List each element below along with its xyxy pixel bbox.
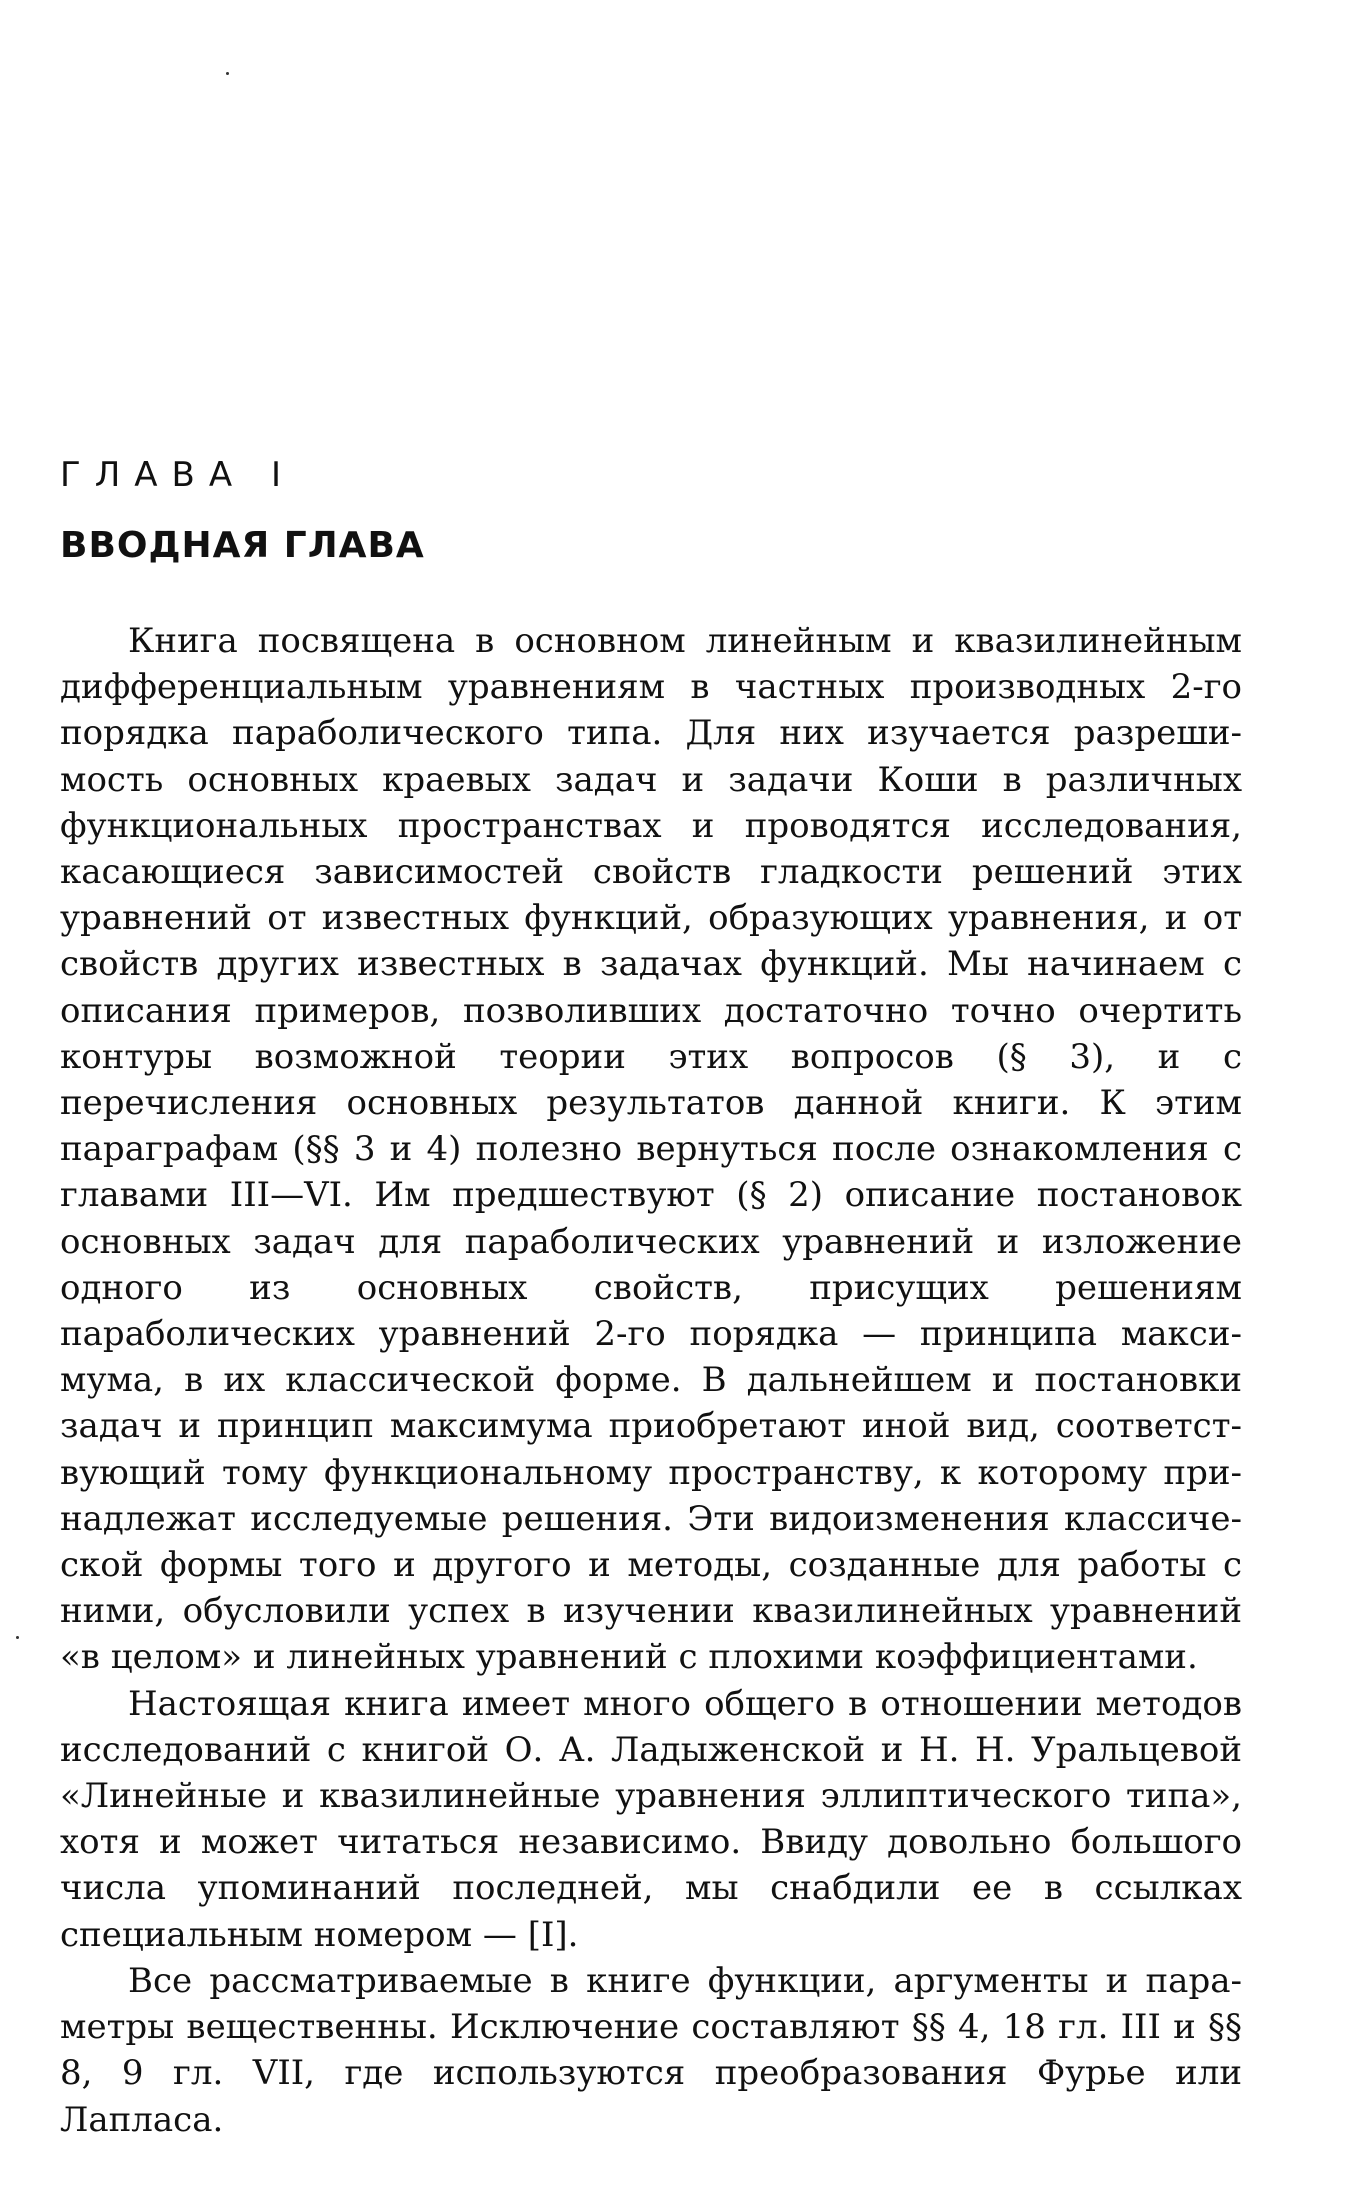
scan-speck <box>226 72 229 75</box>
chapter-label: ГЛАВА I <box>60 455 295 495</box>
chapter-title: ВВОДНАЯ ГЛАВА <box>60 525 425 566</box>
paragraph-conventions: Все рассматриваемые в книге функции, аргументы и параметры вещественны. Исключение составляют §§ 4, 18 гл. III и §§ 8, 9 гл. VII, где используются преобразования Фурье или Лапласа. <box>60 1960 1242 2140</box>
book-page <box>60 0 1250 2198</box>
paragraph-relation: Настоящая книга имеет много общего в отношении методов исследований с книгой О. А. Ладыженской и Н. Н. Уральцевой «Линейные и квазилинейные уравнения эллиптического типа», хотя и может читаться независимо. Ввиду довольно большого числа упоминаний последней, мы снабдили ее в ссылках специальным номером — [I]. <box>60 1683 1242 1955</box>
paragraph-intro: Книга посвящена в основном линейным и квазилинейным дифференциальным уравнениям в частных производных 2-го порядка параболического типа. Для них изучается разрешимость основных краевых задач и задачи Коши в различных функциональных пространствах и проводятся исследования, касающиеся зависимостей свойств гладкости решений этих уравнений от известных функций, образующих уравнения, и от свойств других известных в задачах функций. Мы начинаем с описания примеров, позволивших достаточно точно очертить контуры возможной теории этих вопросов (§ 3), и с перечисления основных результатов данной книги. К этим параграфам (§§ 3 и 4) полезно вернуться после ознакомления с главами III—VI. Им предшествуют (§ 2) описание постановок основных задач для параболических уравнений и изложение одного из основных свойств, присущих решениям параболических уравнений 2-го порядка — принципа максимума, в их классической форме. В дальнейшем и постановки задач и принцип максимума приобретают иной вид, соответствующий тому функциональному пространству, к которому принадлежат исследуемые решения. Эти видоизменения классической формы того и другого и методы, созданные для работы с ними, обусловили успех в изучении квазилинейных уравнений «в целом» и линейных уравнений с плохими коэффициентами. <box>60 621 1242 1678</box>
chapter-body <box>60 618 1242 2143</box>
scan-speck <box>16 1636 19 1639</box>
